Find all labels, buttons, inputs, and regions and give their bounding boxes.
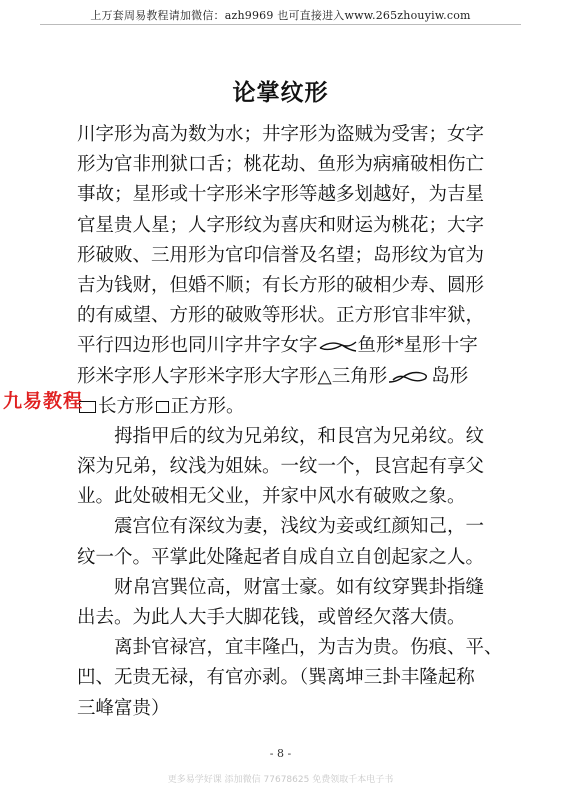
text-segment: 正方形。 — [170, 395, 245, 417]
text-line-with-island — [77, 362, 487, 392]
text-segment: 平行四边形也同川字井字女字 — [77, 335, 318, 357]
text-line-with-fish — [77, 331, 487, 361]
header-divider — [40, 24, 521, 25]
text-line: 三峰富贵） — [77, 697, 170, 719]
text-line: 业。此处破相无父业，并家中风水有破败之象。 — [77, 486, 466, 508]
paragraph-brothers — [77, 422, 487, 513]
paragraph-spouse — [77, 512, 487, 572]
text-line: 拇指甲后的纹为兄弟纹，和艮宫为兄弟纹。纹 — [114, 425, 485, 447]
text-line: 深为兄弟，纹浅为姐妹。一纹一个，艮宫起有享父 — [77, 456, 485, 478]
page-title: 论掌纹形 — [232, 80, 329, 106]
text-line-with-boxes — [77, 392, 487, 422]
island-outline-icon — [387, 370, 431, 384]
paragraph-shapes — [77, 120, 487, 422]
text-segment: 鱼形*星形十字 — [357, 335, 478, 357]
text-segment: 形米字形人字形米字形大字形△三角形 — [77, 365, 388, 387]
text-line: 川字形为高为数为水；井字形为盗贼为受害；女字 — [77, 124, 485, 145]
text-segment: 长方形 — [98, 395, 154, 417]
paragraph-wealth — [77, 573, 487, 633]
text-line: 官星贵人星；人字形纹为喜庆和财运为桃花；大字 — [77, 214, 485, 236]
text-line: 形为官非刑狱口舌；桃花劫、鱼形为病痛破相伤亡 — [77, 154, 485, 176]
text-line: 财帛宫巽位高，财富士豪。如有纹穿巽卦指缝 — [114, 576, 485, 598]
page-footer: 更多易学好课 添加微信 77678625 免费领取千本电子书 — [167, 775, 394, 785]
paragraph-career — [77, 633, 503, 724]
square-outline-icon — [156, 401, 169, 413]
text-line: 的有威望、方形的破败等形状。正方形官非牢狱， — [77, 305, 485, 327]
text-line: 吉为钱财，但婚不顺；有长方形的破相少寿、圆形 — [77, 274, 485, 296]
text-line: 纹一个。平掌此处隆起者自成自立自创起家之人。 — [77, 546, 485, 568]
watermark-logo: 九易教程 — [3, 390, 84, 412]
text-line: 出去。为此人大手大脚花钱，或曾经欠落大债。 — [77, 607, 466, 628]
text-segment: 岛形 — [431, 365, 469, 387]
text-line: 凹、无贵无禄，有官亦剥。（巽离坤三卦丰隆起称 — [77, 667, 475, 689]
text-line: 形破败、三用形为官印信誉及名望；岛形纹为官为 — [77, 244, 485, 266]
text-line: 事故；星形或十字形米字形等越多划越好，为吉星 — [77, 184, 485, 206]
page-number: - 8 - — [269, 747, 292, 760]
text-line: 震宫位有深纹为妻，浅纹为妾或红颜知己，一 — [114, 516, 485, 538]
document-body — [77, 120, 503, 724]
text-line: 离卦官禄宫，宜丰隆凸，为吉为贵。伤痕、平、 — [114, 637, 503, 659]
page-header: 上万套周易教程请加微信：azh9969 也可直接进入www.265zhouyiw.com — [90, 9, 471, 22]
fish-outline-icon — [318, 339, 358, 353]
